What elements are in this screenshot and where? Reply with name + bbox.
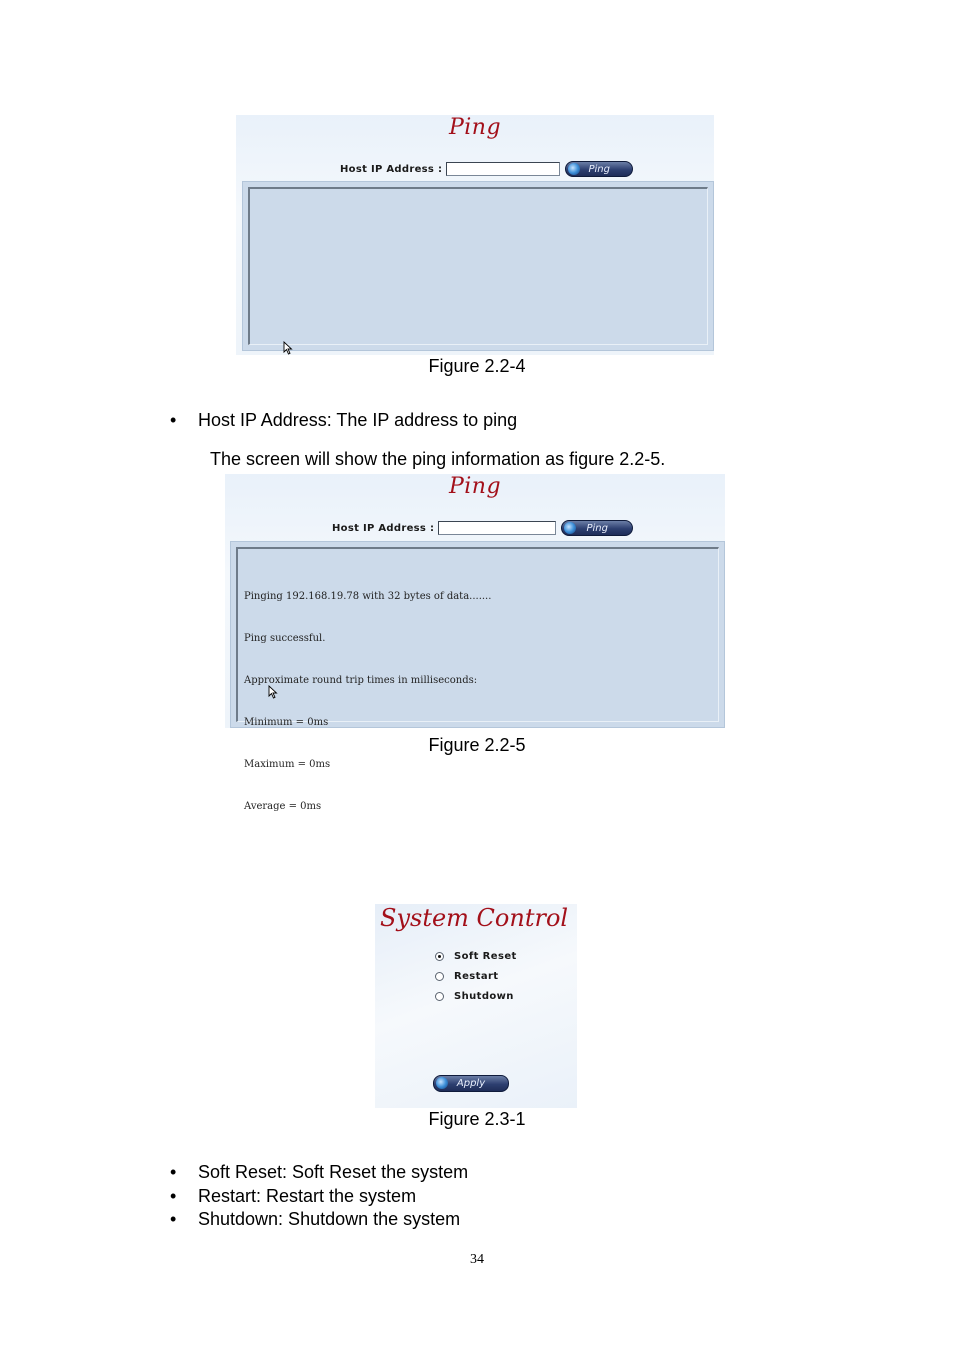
ping-output-text — [244, 562, 491, 842]
host-ip-label: Host IP Address : — [332, 522, 435, 534]
ping-button[interactable] — [565, 161, 633, 177]
ping-button-label: Ping — [586, 522, 608, 534]
ping-title: Ping — [448, 474, 502, 499]
output-line: Approximate round trip times in milliseconds: — [244, 675, 478, 686]
option-soft-reset[interactable] — [435, 951, 517, 962]
mouse-pointer-icon — [268, 685, 278, 699]
host-ip-row — [332, 520, 633, 536]
host-ip-input[interactable] — [446, 162, 560, 176]
ping-button-icon — [568, 163, 580, 175]
host-ip-label: Host IP Address : — [340, 163, 443, 175]
system-control-title: System Control — [380, 904, 569, 932]
radio-shutdown[interactable] — [435, 992, 444, 1001]
bullet-list-2 — [170, 1161, 468, 1232]
host-ip-row — [340, 161, 633, 177]
ping-button[interactable] — [561, 520, 633, 536]
ping-button-icon — [564, 522, 576, 534]
bullet-soft-reset: • Soft Reset: Soft Reset the system — [170, 1161, 468, 1185]
bullet-host-ip: • Host IP Address: The IP address to ping — [170, 409, 517, 433]
ping-output-area[interactable] — [242, 181, 714, 351]
radio-restart[interactable] — [435, 972, 444, 981]
option-label: Shutdown — [454, 991, 514, 1002]
apply-button-label: Apply — [456, 1078, 486, 1089]
option-label: Restart — [454, 971, 499, 982]
output-line: Pinging 192.168.19.78 with 32 bytes of data....... — [244, 591, 492, 602]
bullet-shutdown: • Shutdown: Shutdown the system — [170, 1208, 468, 1232]
ping-output-frame — [248, 187, 708, 345]
option-label: Soft Reset — [454, 951, 517, 962]
paragraph-ping-info: The screen will show the ping information as figure 2.2-5. — [210, 449, 666, 469]
host-ip-input[interactable] — [438, 521, 556, 535]
radio-soft-reset[interactable] — [435, 952, 444, 961]
figure-caption-1: Figure 2.2-4 — [428, 356, 526, 376]
mouse-pointer-icon — [283, 341, 293, 355]
option-restart[interactable] — [435, 971, 498, 982]
figure-caption-3: Figure 2.3-1 — [428, 1109, 526, 1129]
apply-button-icon — [436, 1077, 448, 1089]
ping-button-label: Ping — [588, 163, 610, 175]
output-line: Average = 0ms — [244, 801, 322, 812]
page-number: 34 — [470, 1252, 484, 1267]
system-control-panel — [375, 904, 577, 1108]
bullet-list-1 — [170, 409, 517, 433]
output-line: Ping successful. — [244, 633, 326, 644]
bullet-restart: • Restart: Restart the system — [170, 1185, 468, 1209]
ping-title: Ping — [448, 115, 502, 140]
output-line: Maximum = 0ms — [244, 759, 331, 770]
apply-button[interactable] — [433, 1075, 509, 1092]
ping-panel-empty — [236, 115, 714, 355]
option-shutdown[interactable] — [435, 991, 514, 1002]
output-line: Minimum = 0ms — [244, 717, 329, 728]
figure-caption-2: Figure 2.2-5 — [428, 735, 526, 755]
